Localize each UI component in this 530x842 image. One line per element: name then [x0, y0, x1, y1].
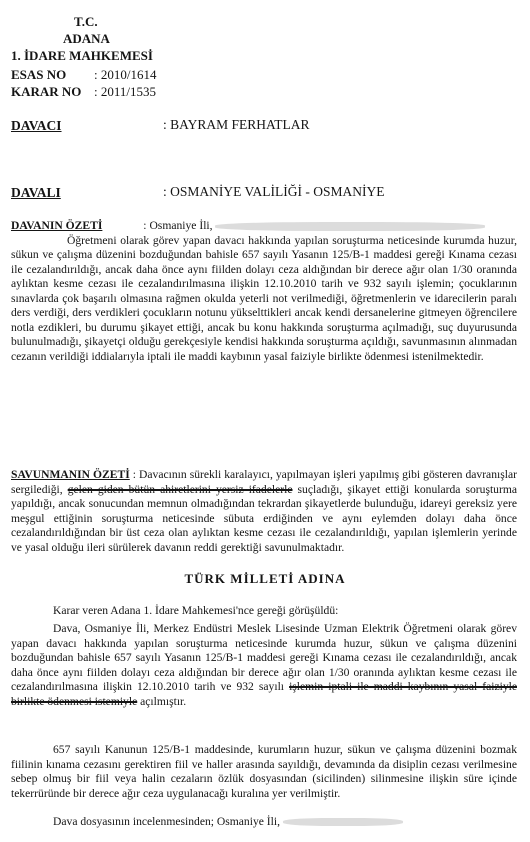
davaci-label: DAVACI [11, 118, 62, 133]
court-name: 1. İDARE MAHKEMESİ [11, 48, 153, 63]
esas-value: : 2010/1614 [94, 67, 157, 82]
decision-p4 [11, 815, 517, 830]
savunmanin-ozeti-colon: : [132, 468, 137, 481]
savunmanin-ozeti-part2: suçladığı, şikayet ettiği konularda soruşturma yapıldığı, ancak sonucundan memnun olmadığından tekrardan şikayetlerde bulunduğu, idareyi gereksiz yere meşgul ettiğinin soruşturma neticesinde sübuta erdiğinden ve aynı eylemden dolayı daha önce cezalandırıldığından bir üst ceza olan aylıktan kesme cezası ile cezalandırıldığı, yapılan işlemlerin yerinde ve yasal olduğu ileri sürülerek davanın reddi gerektiği savunulmaktadır. [11, 482, 517, 554]
decision-p4-text: Dava dosyasının incelenmesinden; Osmaniye İli, [53, 815, 280, 828]
decision-title: TÜRK MİLLETİ ADINA [184, 571, 346, 586]
esas-label: ESAS NO [11, 67, 67, 82]
davali-label: DAVALI [11, 185, 61, 200]
davali-label-underline [62, 185, 164, 201]
decision-p3: 657 sayılı Kanunun 125/B-1 maddesinde, kurumların huzur, sükun ve çalışma düzenini bozmak fiilinin kınama cezasını gerektiren fiil ve haller arasında sayıldığı, devamında da disiplin cezası verilmesine sebep olmuş bir fiil veya halin cezaların özlük dosyasından (sicilinden) silinmesine ilişkin süre içinde tekerrüründe bir derece ağır ceza uygulanacağı kuralına yer verilmiştir. [11, 743, 517, 800]
decision-p1: Karar veren Adana 1. İdare Mahkemesi'nce gereği görüşüldü: [53, 604, 339, 617]
savunmanin-ozeti-label: SAVUNMANIN ÖZETİ [11, 468, 130, 481]
davanin-ozeti-intro: Osmaniye İli, [149, 219, 213, 232]
redaction-smudge [215, 222, 485, 231]
karar-label: KARAR NO [11, 84, 82, 99]
country-header: T.C. [74, 14, 98, 29]
decision-p2-end: açılmıştır. [140, 694, 187, 708]
savunmanin-ozeti-struck: gelen giden bütün ahiretlerini yersiz ifadelerle [67, 482, 293, 496]
savunmanin-ozeti-paragraph [11, 468, 517, 555]
davaci-label-underline [70, 118, 164, 134]
davanin-ozeti-label: DAVANIN ÖZETİ [11, 219, 103, 232]
davaci-value: : BAYRAM FERHATLAR [163, 117, 310, 132]
karar-value: : 2011/1535 [94, 84, 156, 99]
city-header: ADANA [63, 31, 110, 46]
decision-p2 [11, 622, 517, 709]
redaction-smudge [283, 818, 403, 826]
decision-p2-text: Dava, Osmaniye İli, Merkez Endüstri Meslek Lisesinde Uzman Elektrik Öğretmeni olarak görev yapan davacı hakkında yapılan soruşturma neticesinde kurumda huzur, sükun ve çalışma düzenini bozduğundan bahisle 657 sayılı Yasanın 125/B-1 maddesi gereği Kınama cezası ile cezalandırıldığı, ancak daha önce aynı fiilden dolayı ceza aldığından bir derece ağır olan 1/30 oranında aylıktan kesme cezası ile cezalandırılmasına ilişkin 12.10.2010 tarih ve 932 sayılı [11, 622, 517, 694]
davanin-ozeti-body: Öğretmeni olarak görev yapan davacı hakkında yapılan soruşturma neticesinde kurumda huzur, sükun ve çalışma düzenini bozduğundan bahisle 657 sayılı Yasanın 125/B-1 maddesi gereği Kınama cezası ile cezalandırıldığı, ancak daha önce aynı fiilden dolayı ceza aldığından bir derece ağır olan 1/30 oranında aylıktan kesme cezası ile cezalandırılmasına ilişkin 12.10.2010 tarih ve 932 sayılı işlemin; çocuklarının sınavlarda çok başarılı olmasına rağmen okulda yeterli not verilmediği, öğretmenlerin ve idarecilerin paralı ders verdiği, ders verdikleri çocukların notunu yükselttikleri ancak kendi dersanelerine gitmeyen öğrencilere notla ezdikleri, bu durumu şikayet ettiği, ancak bu konu hakkında soruşturma açılmadığı, suç duyurusunda bulunulmadığı, şikayetçi olduğu gerekçesiyle kendisi hakkında soruşturma açıldığı, savunmasının alınmadan cezanın verildiği iddialarıyla iptali ile maddi kaybının yasal faiziyle birlikte ödenmesi istenilmektedir. [11, 233, 517, 363]
davali-value: : OSMANİYE VALİLİĞİ - OSMANİYE [163, 184, 385, 199]
davanin-ozeti-paragraph [11, 219, 517, 364]
davanin-ozeti-colon: : [143, 219, 147, 232]
savunmanin-ozeti-part1: Davacının sürekli karalayıcı, yapılmayan işleri yapılmış gibi gösteren davranışlar sergilediği, [11, 468, 517, 496]
decision-p2-struck: işlemin iptali ile maddi kaybının yasal faiziyle birlikte ödenmesi istemiyle [11, 680, 517, 708]
